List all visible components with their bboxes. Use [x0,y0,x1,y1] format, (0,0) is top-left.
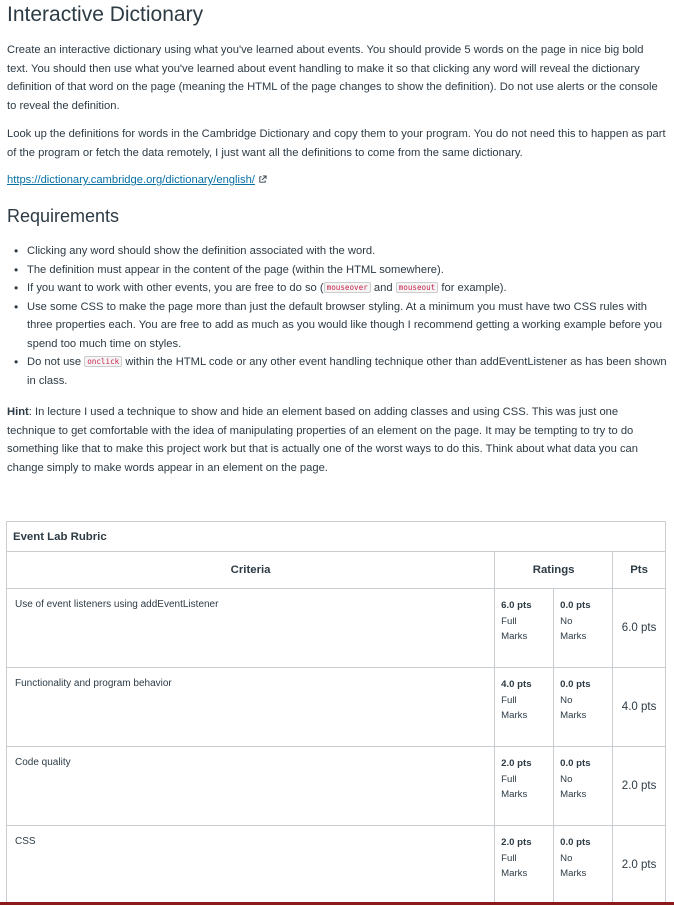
requirement-text: If you want to work with other events, you are free to do so ( [27,282,324,294]
requirement-text: Do not use [27,356,85,368]
criterion-points: 4.0 pts [613,668,666,747]
rubric-table [6,521,666,905]
rating-full-marks: 2.0 pts Full Marks [495,747,554,825]
requirement-item: • Use some CSS to make the page more than just the default browser styling. At a minimum you must have two CSS rules with three properties each. You are free to add as much as you would like though I recommend getting a working example before you spend too much time on styles. [27,298,667,354]
hint-paragraph [7,403,667,477]
rating-no-marks: 0.0 pts No Marks [560,758,591,800]
ratings-header: Ratings [495,552,613,589]
criterion-description: Functionality and program behavior [7,668,495,747]
rubric-row [7,826,666,905]
requirement-text: within the HTML code or any other event handling technique other than addEventListener as has been shown in class. [27,356,667,387]
page-title: Interactive Dictionary [7,3,204,26]
cambridge-dictionary-link[interactable]: https://dictionary.cambridge.org/dictionary/english/ [7,174,255,186]
rubric-row [7,668,666,747]
assignment-page [7,0,667,477]
requirement-item [27,353,667,390]
hint-text: : In lecture I used a technique to show and hide an element based on adding classes and using CSS. This was just one technique to get comfortable with the idea of manipulating properties of an element on the page. It may be tempting to try to do something like that to make this project work but that is actually one of the worst ways to do this. Think about what data you can change simply to make words appear in an element on the page. [7,406,638,474]
rating-no-marks: 0.0 pts No Marks [560,679,591,721]
requirement-item: • The definition must appear in the content of the page (within the HTML somewhere). [27,261,667,280]
criteria-header: Criteria [7,552,495,589]
rating-full-marks: 4.0 pts Full Marks [495,668,554,746]
criterion-points: 2.0 pts [613,747,666,826]
code-mouseout: mouseout [396,282,439,293]
hint-label: Hint [7,406,29,418]
criterion-description: Use of event listeners using addEventListener [7,589,495,668]
rating-full-marks: 6.0 pts Full Marks [495,589,554,667]
requirements-heading: Requirements [7,206,120,226]
requirement-item [27,279,667,298]
criterion-description: Code quality [7,747,495,826]
requirement-item: • Clicking any word should show the definition associated with the word. [27,242,667,261]
rubric-row [7,589,666,668]
requirement-text: and [370,282,396,294]
criterion-points: 6.0 pts [613,589,666,668]
rating-full-marks: 2.0 pts Full Marks [495,826,554,904]
external-link-icon [258,175,267,184]
rubric-row [7,747,666,826]
dictionary-link-line [7,171,667,189]
intro-paragraph-2: Look up the definitions for words in the Cambridge Dictionary and copy them to your program. You do not need this to happen as part of the program or fetch the data remotely, I just want all the definitions to come from the same dictionary. [7,128,666,159]
rubric-caption: Event Lab Rubric [7,522,666,552]
pts-header: Pts [613,552,666,589]
code-mouseover: mouseover [324,282,371,293]
intro-paragraph-1: Create an interactive dictionary using what you've learned about events. You should provide 5 words on the page in nice big bold text. You should then use what you've learned about event handling to make it so that clicking any word will reveal the dictionary definition of that word on the page (meaning the HTML of the page changes to show the definition). Do not use alerts or the console to reveal the definition. [7,44,658,112]
rating-no-marks: 0.0 pts No Marks [560,600,591,642]
requirements-list [7,242,667,390]
requirement-text: for example). [438,282,507,294]
bottom-divider [0,902,674,905]
criterion-points: 2.0 pts [613,826,666,905]
rating-no-marks: 0.0 pts No Marks [560,837,591,879]
code-onclick: onclick [84,356,122,367]
criterion-description: CSS [7,826,495,905]
